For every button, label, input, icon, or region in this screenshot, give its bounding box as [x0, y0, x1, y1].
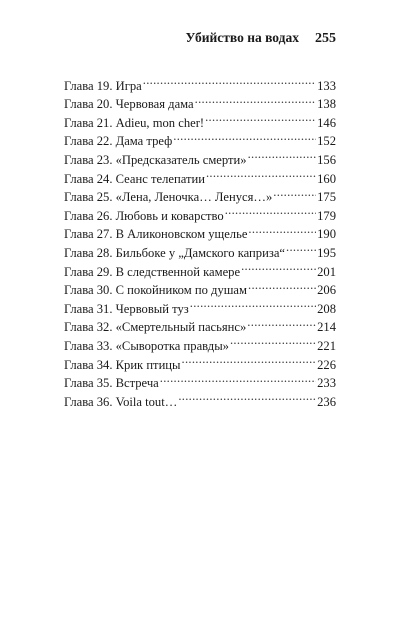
dot-leader: [230, 331, 316, 350]
toc-entry-title: Глава 27. В Аликоновском ущелье: [64, 227, 248, 242]
toc-entry-page: 226: [317, 357, 336, 372]
toc-entry-page: 190: [317, 227, 336, 242]
toc-entry-page: 201: [317, 264, 336, 279]
toc-entry-title: Глава 36. Voila tout…: [64, 394, 178, 409]
toc-entry-page: 156: [317, 152, 336, 167]
toc-entry-page: 195: [317, 245, 336, 260]
toc-entry-title: Глава 29. В следственной камере: [64, 264, 241, 279]
dot-leader: [241, 257, 316, 276]
toc-entry-page: 206: [317, 283, 336, 298]
toc-entry-title: Глава 24. Сеанс телепатии: [64, 171, 205, 186]
toc-entry-page: 133: [317, 78, 336, 93]
dot-leader: [248, 145, 317, 164]
dot-leader: [190, 294, 316, 313]
page-number: 255: [315, 31, 336, 46]
toc-entry-title: Глава 31. Червовый туз: [64, 301, 189, 316]
dot-leader: [173, 127, 316, 146]
dot-leader: [248, 220, 316, 239]
dot-leader: [273, 183, 316, 202]
dot-leader: [248, 276, 316, 295]
toc-entry-title: Глава 20. Червовая дама: [64, 97, 194, 112]
toc-entry-title: Глава 26. Любовь и коварство: [64, 208, 224, 223]
book-title: Убийство на водах: [185, 30, 299, 45]
toc-entry: [64, 71, 336, 93]
toc-entry-page: 233: [317, 376, 336, 391]
toc-entry-title: Глава 23. «Предсказатель смерти»: [64, 152, 247, 167]
toc-entry-page: 208: [317, 301, 336, 316]
toc-entry-page: 236: [317, 394, 336, 409]
dot-leader: [286, 238, 316, 257]
toc-entry-title: Глава 32. «Смертельный пасьянс»: [64, 320, 247, 335]
dot-leader: [206, 164, 316, 183]
toc-entry-page: 221: [317, 338, 336, 353]
toc-entry-page: 175: [317, 190, 336, 205]
toc-entry-title: Глава 21. Adieu, mon cher!: [64, 115, 205, 130]
dot-leader: [160, 369, 316, 388]
toc-entry-page: 138: [317, 97, 336, 112]
dot-leader: [143, 71, 316, 90]
dot-leader: [182, 350, 317, 369]
toc-entry-title: Глава 34. Крик птицы: [64, 357, 181, 372]
table-of-contents: [64, 71, 336, 409]
toc-entry-page: 214: [317, 320, 336, 335]
toc-entry-title: Глава 19. Игра: [64, 78, 142, 93]
dot-leader: [195, 90, 316, 109]
dot-leader: [247, 313, 316, 332]
dot-leader: [178, 387, 316, 406]
toc-entry-title: Глава 22. Дама треф: [64, 134, 173, 149]
toc-entry-page: 160: [317, 171, 336, 186]
toc-entry-page: 146: [317, 115, 336, 130]
toc-entry-page: 152: [317, 134, 336, 149]
toc-entry-title: Глава 33. «Сыворотка правды»: [64, 338, 229, 353]
toc-entry-title: Глава 28. Бильбоке у „Дамского каприза“: [64, 245, 285, 260]
dot-leader: [225, 201, 316, 220]
running-head: [0, 30, 336, 47]
toc-entry-page: 179: [317, 208, 336, 223]
toc-entry-title: Глава 35. Встреча: [64, 376, 159, 391]
toc-entry-title: Глава 30. С покойником по душам: [64, 283, 247, 298]
dot-leader: [205, 108, 316, 127]
toc-entry-title: Глава 25. «Лена, Леночка… Ленуся…»: [64, 190, 273, 205]
